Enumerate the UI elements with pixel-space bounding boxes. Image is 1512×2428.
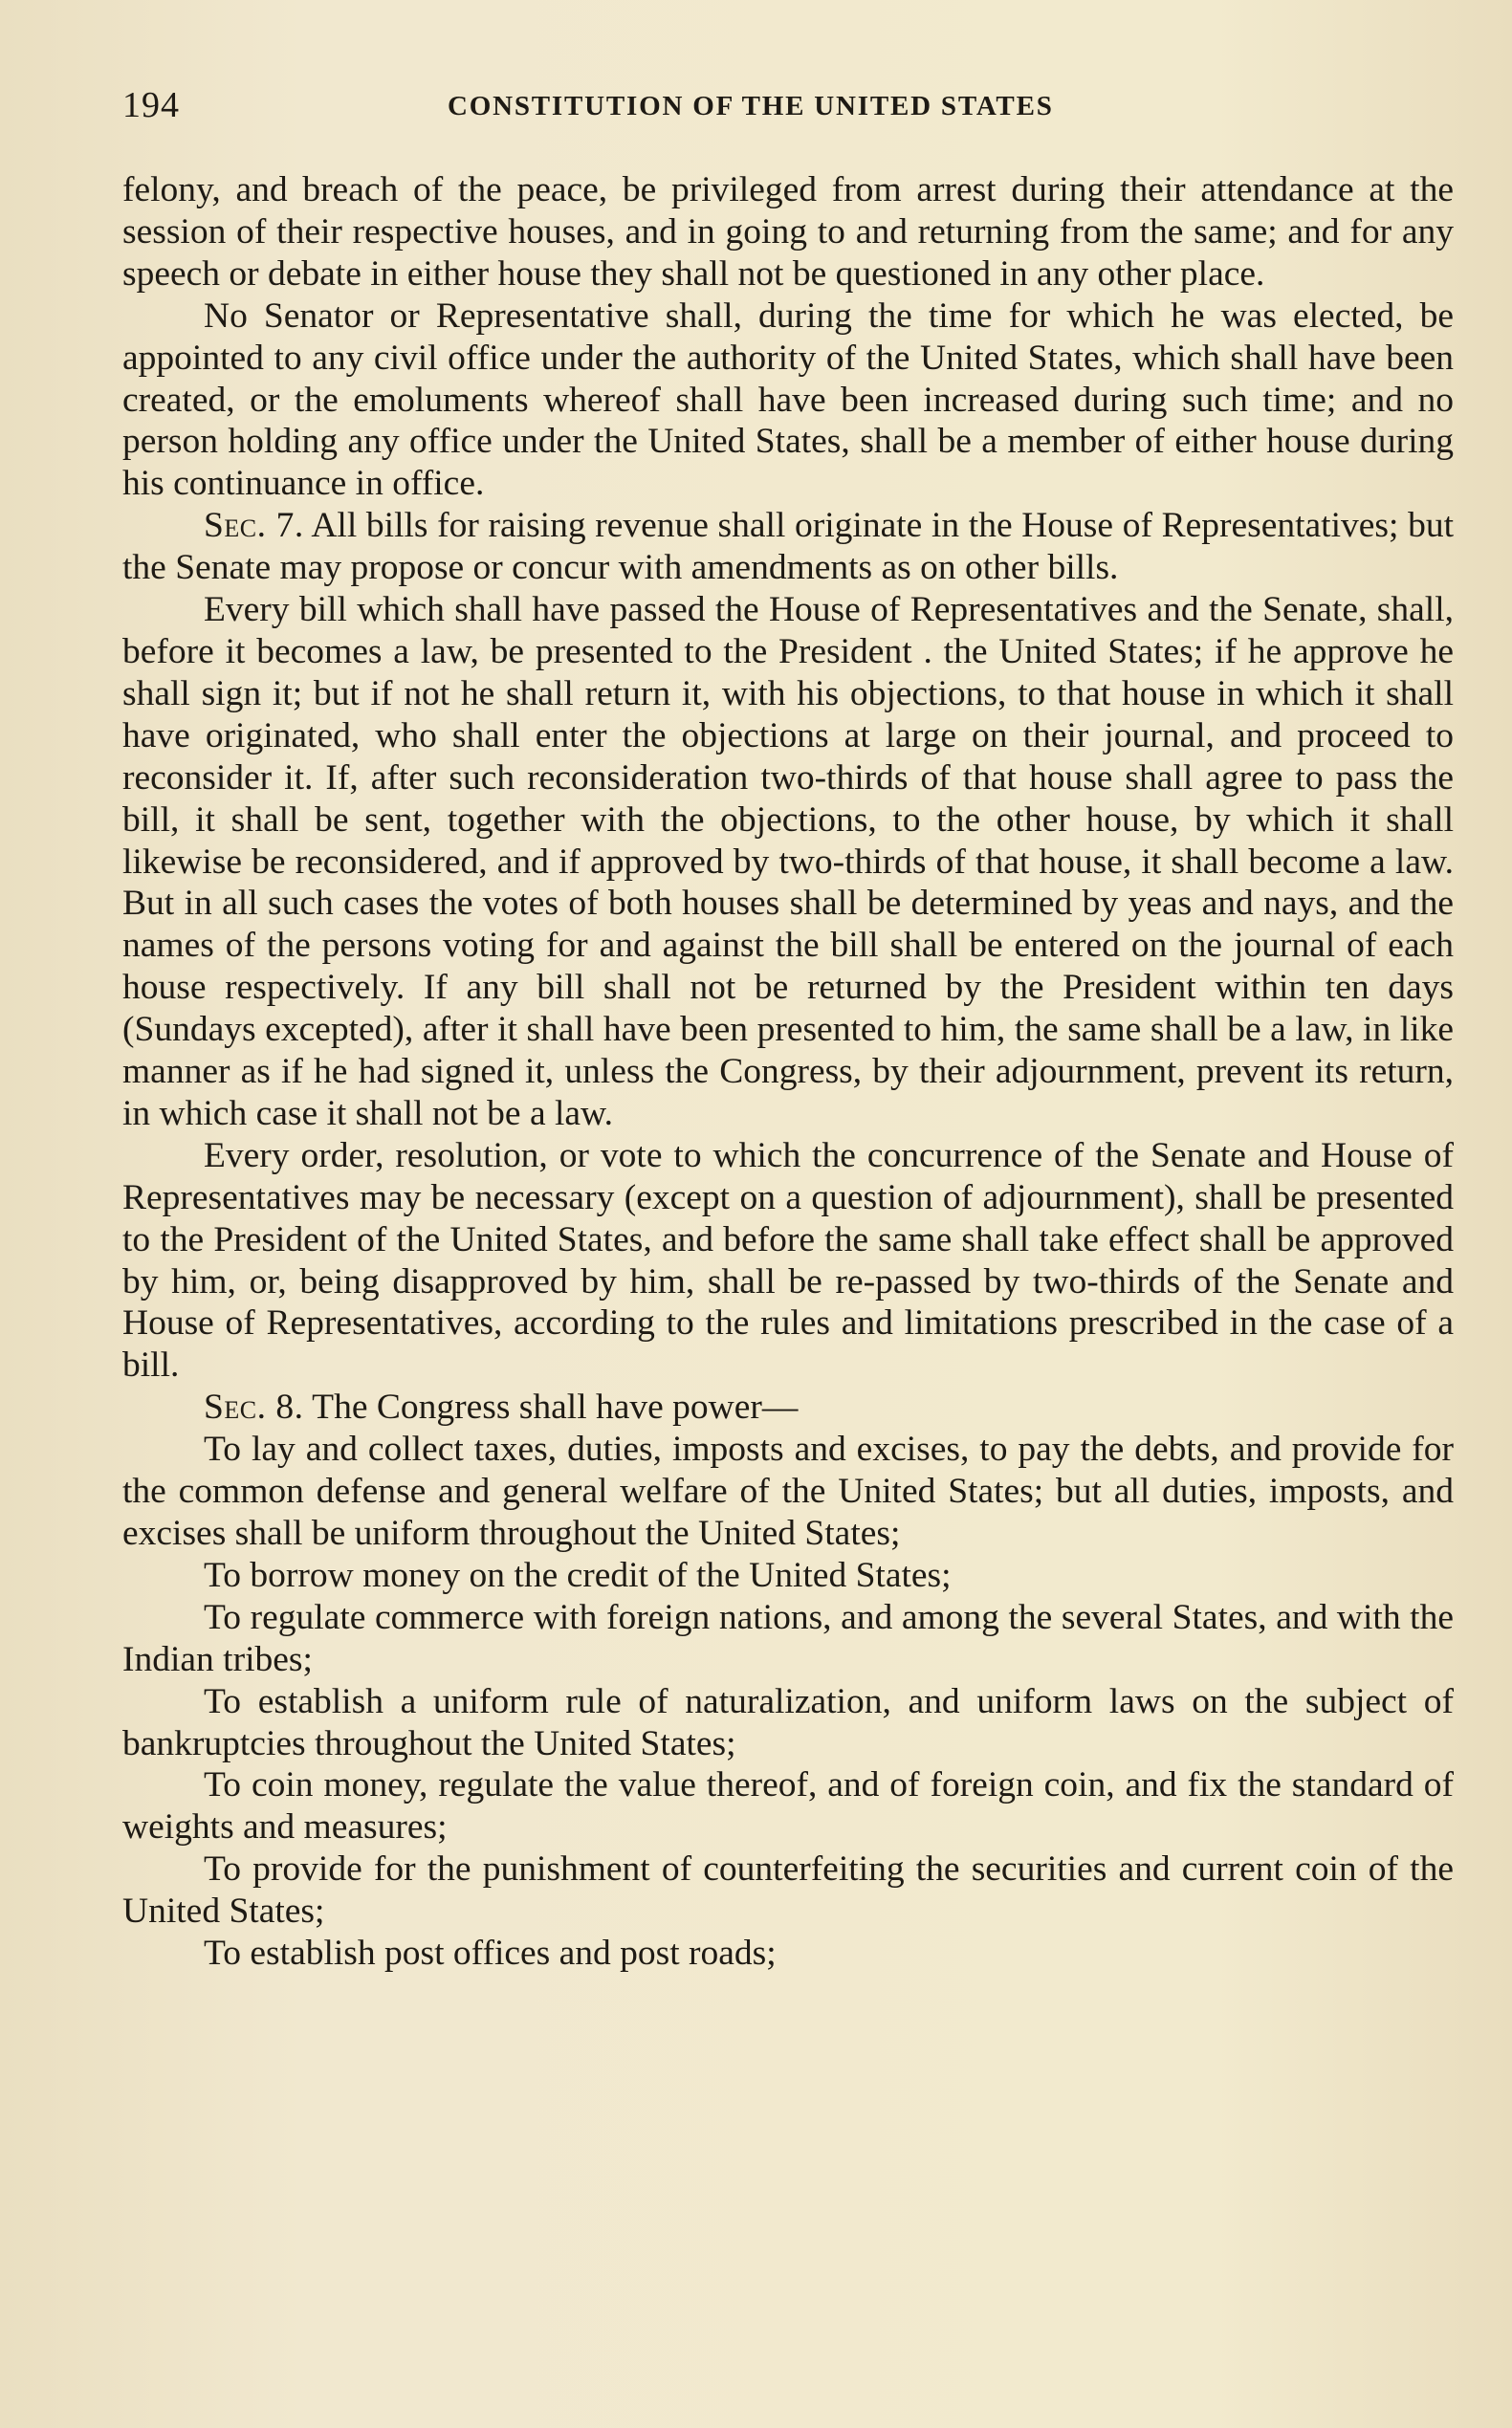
paragraph-text: To regulate commerce with foreign nations, and among the several States, and with the Indian tribes; xyxy=(122,1597,1454,1679)
page-number: 194 xyxy=(122,85,180,125)
paragraph-text: Every bill which shall have passed the House of Representatives and the Senate, shall, before it becomes a law, be presented to the President . the United States; if he approve he shall sign it; but if not he shall return it, with his objections, to that house in which it shall have originated, who shall enter the objections at large on their journal, and proceed to reconsider it. If, after such reconsideration two-thirds of that house shall agree to pass the bill, it shall be sent, together with the objections, to the other house, by which it shall likewise be reconsidered, and if approved by two-thirds of that house, it shall become a law. But in all such cases the votes of both houses shall be determined by yeas and nays, and the names of the persons voting for and against the bill shall be entered on the journal of each house respectively. If any bill shall not be returned by the President within ten days (Sundays excepted), after it shall have been presented to him, the same shall be a law, in like manner as if he had signed it, unless the Congress, by their adjournment, prevent its return, in which case it shall not be a law. xyxy=(122,590,1454,1133)
paragraph-text: All bills for raising revenue shall originate in the House of Representatives; but the Senate may propose or concur with amendments as on other bills. xyxy=(122,506,1454,588)
paragraph-text: To coin money, regulate the value thereof, and of foreign coin, and fix the standard of weights and measures; xyxy=(122,1765,1454,1848)
running-head: CONSTITUTION OF THE UNITED STATES xyxy=(448,91,1054,121)
paragraph-text: To provide for the punishment of counterfeiting the securities and current coin of the United States; xyxy=(122,1849,1454,1932)
paragraph-text: To borrow money on the credit of the United States; xyxy=(204,1555,952,1595)
clause-paragraph xyxy=(122,1555,1454,1597)
clause-paragraph xyxy=(122,1681,1454,1765)
page-header xyxy=(122,84,1444,132)
paragraph-text: To establish a uniform rule of naturalization, and uniform laws on the subject of bankruptcies throughout the United States; xyxy=(122,1681,1454,1763)
clause-paragraph xyxy=(122,1429,1454,1555)
paragraph xyxy=(122,295,1454,506)
clause-paragraph xyxy=(122,1933,1454,1975)
paragraph-text: No Senator or Representative shall, during the time for which he was elected, be appointed to any civil office under the authority of the United States, which shall have been created, or the emoluments whereof shall have been increased during such time; and no person holding any office under the United States, shall be a member of either house during his continuance in office. xyxy=(122,295,1454,504)
clause-paragraph xyxy=(122,1597,1454,1681)
paragraph-text: Every order, resolution, or vote to which the concurrence of the Senate and House of Representatives may be necessary (except on a question of adjournment), shall be presented to the President of the United States, and before the same shall take effect shall be approved by him, or, being disapproved by him, shall be re-passed by two-thirds of the Senate and House of Representatives, according to the rules and limitations prescribed in the case of a bill. xyxy=(122,1135,1454,1386)
paragraph-text: To lay and collect taxes, duties, imposts and excises, to pay the debts, and provide for the common defense and general welfare of the United States; but all duties, imposts, and excises shall be uniform throughout the United States; xyxy=(122,1430,1454,1553)
paragraph xyxy=(122,589,1454,1135)
paragraph xyxy=(122,1135,1454,1387)
clause-paragraph xyxy=(122,1848,1454,1933)
section-7-paragraph xyxy=(122,505,1454,589)
section-8-paragraph xyxy=(122,1387,1454,1429)
clause-paragraph xyxy=(122,1764,1454,1848)
paragraph-text: felony, and breach of the peace, be privileged from arrest during their attendance at the session of their respective houses, and in going to and returning from the same; and for any speech or debate in either house they shall not be questioned in any other place. xyxy=(122,170,1454,294)
section-label: Sec. 8. xyxy=(204,1388,304,1428)
paragraph-text: The Congress shall have power— xyxy=(312,1388,799,1428)
paragraph xyxy=(122,169,1454,295)
body-text xyxy=(122,169,1454,1975)
section-label: Sec. 7. xyxy=(204,506,304,546)
paragraph-text: To establish post offices and post roads; xyxy=(204,1934,777,1974)
